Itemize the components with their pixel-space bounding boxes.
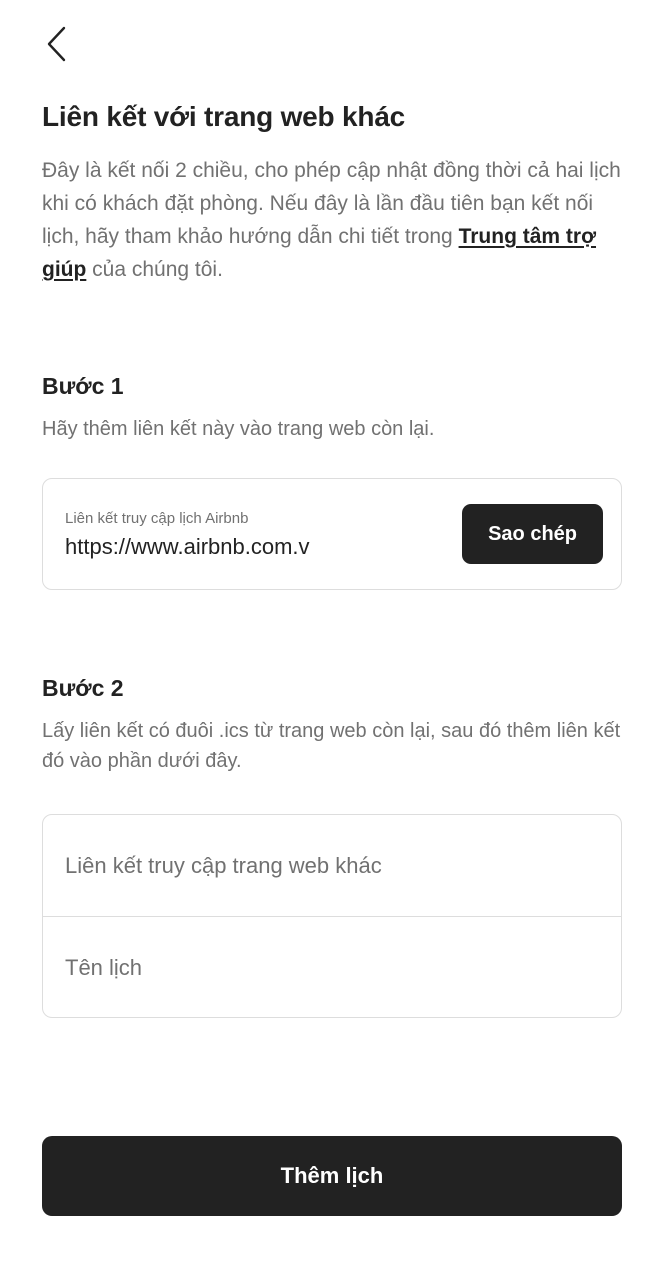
step-2-heading: Bước 2 [42, 675, 124, 701]
page-description [42, 154, 622, 286]
airbnb-calendar-link-box [42, 478, 622, 590]
copy-button[interactable]: Sao chép [462, 504, 603, 564]
external-calendar-form [42, 814, 622, 1018]
page-title: Liên kết với trang web khác [42, 101, 406, 132]
external-link-input[interactable] [65, 852, 599, 879]
footer [42, 1136, 622, 1216]
airbnb-calendar-link-field[interactable] [65, 509, 462, 560]
calendar-name-row[interactable] [43, 916, 621, 1017]
step-1-description: Hãy thêm liên kết này vào trang web còn lại. [42, 418, 435, 440]
page-content [0, 100, 664, 1018]
help-center-link[interactable]: Trung tâm trợ giúp [42, 225, 597, 281]
step-1-heading: Bước 1 [42, 373, 124, 399]
chevron-left-icon [45, 26, 67, 62]
add-calendar-button[interactable]: Thêm lịch [42, 1136, 622, 1216]
calendar-name-input[interactable] [65, 954, 599, 981]
step-2-description: Lấy liên kết có đuôi .ics từ trang web còn lại, sau đó thêm liên kết đó vào phần dưới đây. [42, 720, 621, 772]
airbnb-calendar-link-label: Liên kết truy cập lịch Airbnb [65, 509, 249, 527]
intro-text-after: của chúng tôi. [86, 258, 223, 281]
back-button[interactable] [32, 20, 80, 68]
intro-text-before: Đây là kết nối 2 chiều, cho phép cập nhật đồng thời cả hai lịch khi có khách đặt phòng. Nếu đây là lần đầu tiên bạn kết nối lịch, hãy tham khảo hướng dẫn chi tiết trong [42, 159, 621, 248]
airbnb-calendar-link-value: https://www.airbnb.com.v [65, 533, 310, 559]
external-link-row[interactable] [43, 815, 621, 916]
